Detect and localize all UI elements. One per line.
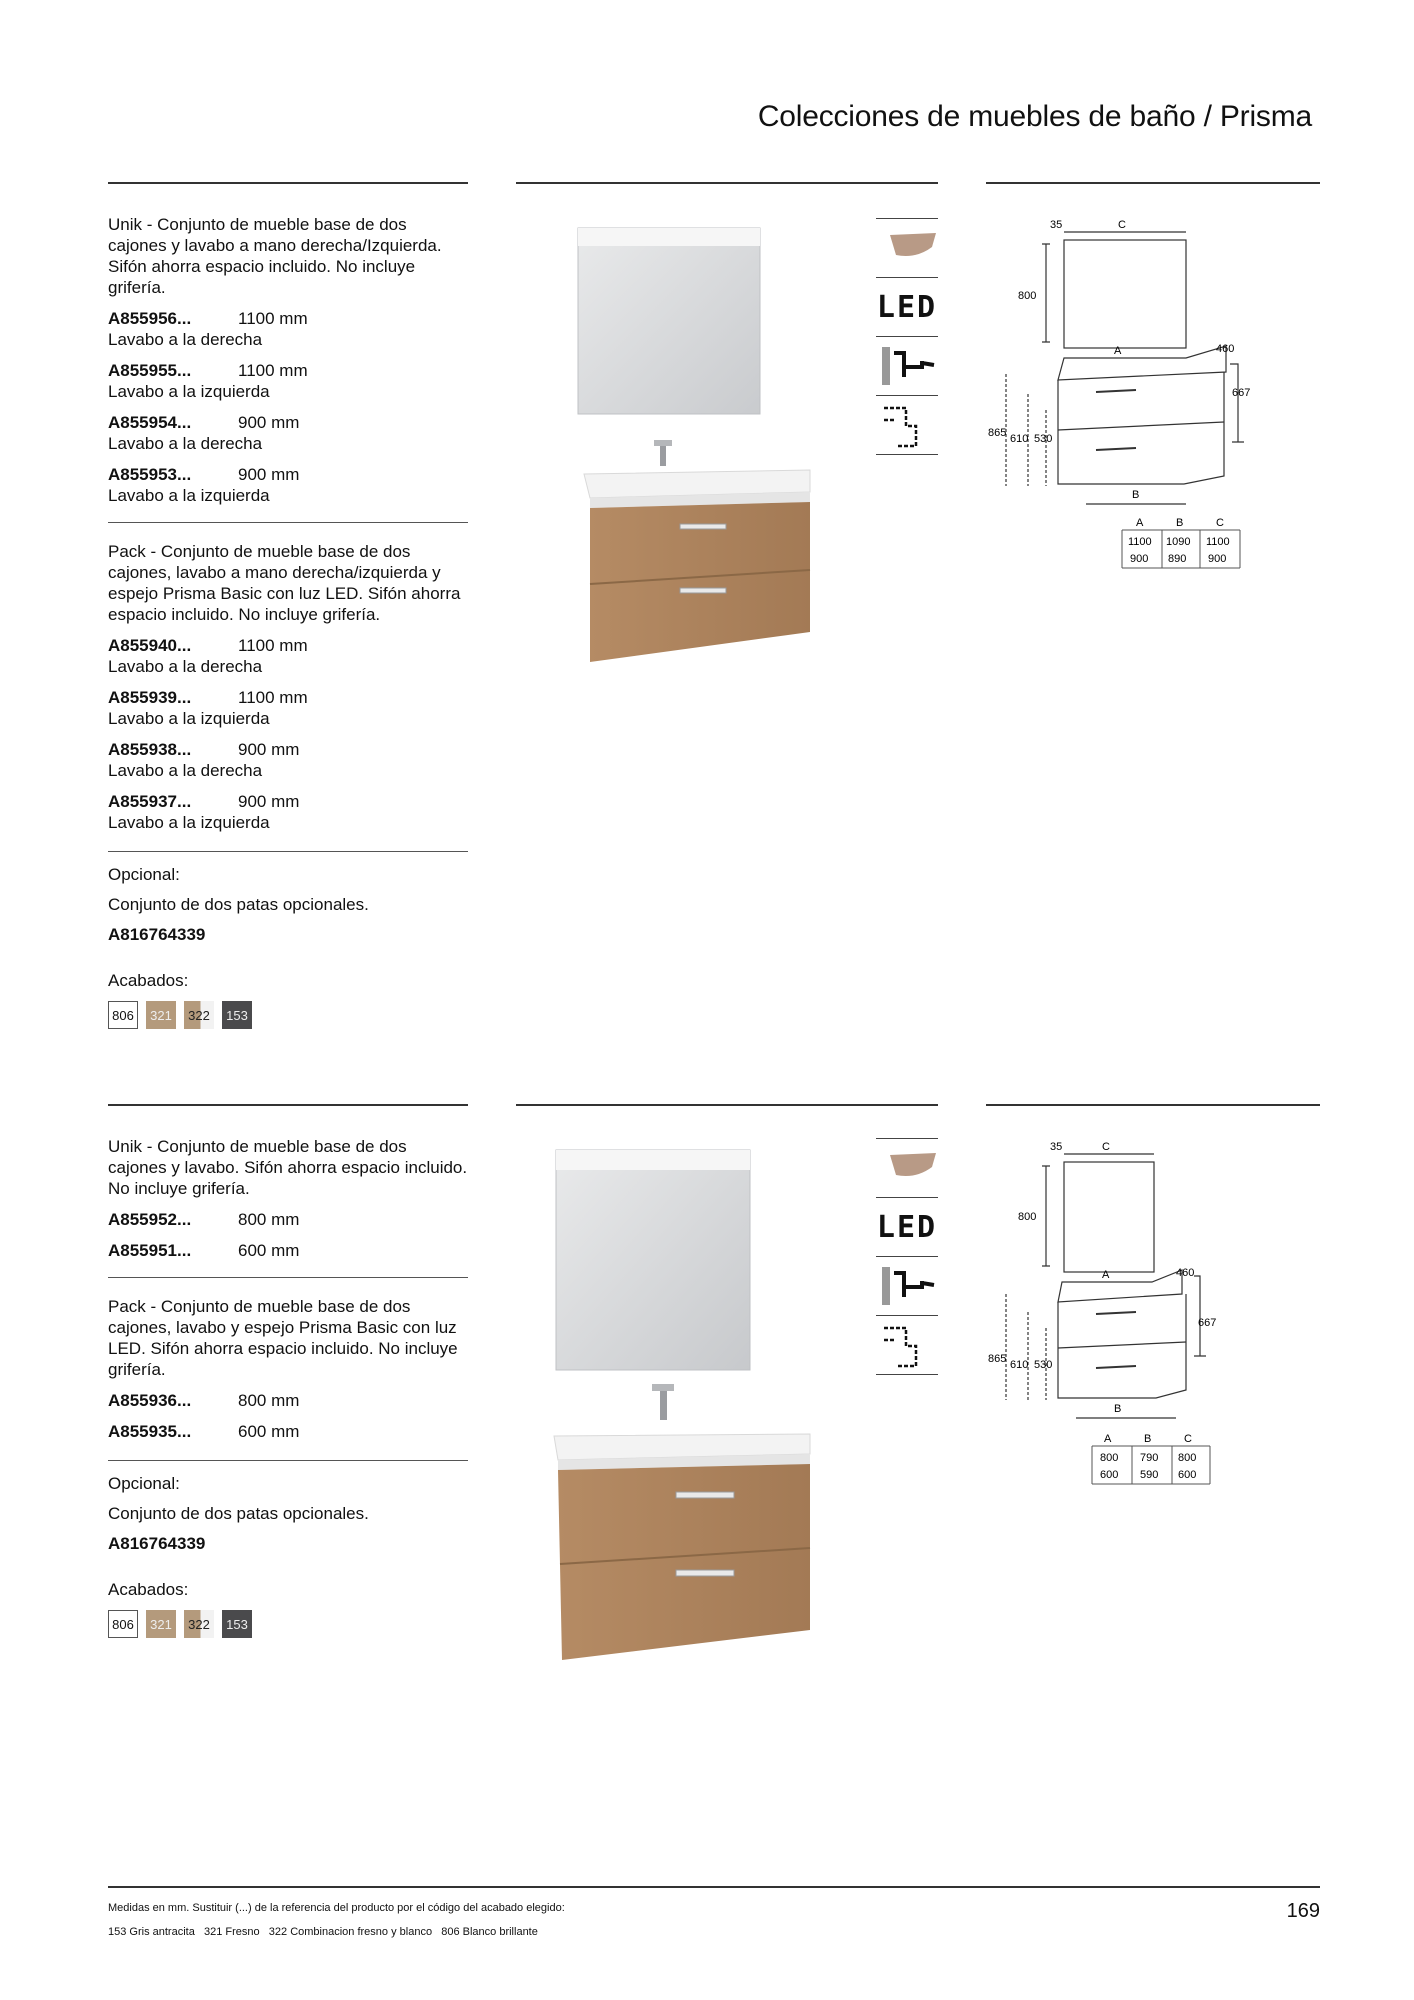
product-note: Lavabo a la izquierda	[108, 382, 270, 401]
code-row	[108, 412, 468, 433]
cabinet-drawer-icon	[876, 1316, 938, 1375]
table-cell: 790	[1140, 1452, 1159, 1464]
feature-icons	[876, 1138, 938, 1375]
table-cell: 1100	[1206, 536, 1230, 548]
product-size: 800 mm	[238, 1391, 300, 1410]
product-size: 600 mm	[238, 1241, 300, 1260]
code-row	[108, 739, 468, 760]
code-row	[108, 791, 468, 812]
table-header: A	[1136, 517, 1144, 529]
section2-rule-right	[986, 1104, 1320, 1106]
product-size: 900 mm	[238, 413, 300, 432]
product-description: Pack - Conjunto de mueble base de dos cajones, lavabo a mano derecha/izquierda y espejo Prisma Basic con luz LED. Sifón ahorra espacio incluido. No incluye grifería.	[108, 542, 461, 624]
code-row	[108, 1209, 468, 1230]
table-cell: 800	[1178, 1452, 1197, 1464]
dim-667: 667	[1232, 387, 1251, 399]
table-cell: 600	[1178, 1469, 1197, 1481]
section1-rule-left	[108, 182, 468, 184]
product-note: Lavabo a la izquierda	[108, 486, 270, 505]
product-size: 600 mm	[238, 1422, 300, 1441]
finish-swatch-153: 153	[222, 1610, 252, 1638]
dim-530: 530	[1034, 1359, 1053, 1371]
table-cell: 900	[1130, 553, 1149, 565]
optional-label: Opcional:	[108, 1474, 180, 1493]
table-cell: 1090	[1166, 536, 1191, 548]
dim-35: 35	[1050, 1141, 1063, 1153]
dimension-drawing	[986, 1136, 1286, 1496]
table-cell: 800	[1100, 1452, 1119, 1464]
finishes-label: Acabados:	[108, 1580, 189, 1599]
dimension-drawing	[986, 214, 1316, 574]
table-cell: 890	[1168, 553, 1187, 565]
product-size: 1100 mm	[238, 688, 308, 707]
product-size: 900 mm	[238, 792, 300, 811]
page-title: Colecciones de muebles de baño / Prisma	[757, 100, 1312, 133]
optional-code: A816764339	[108, 1534, 206, 1553]
dim-460: 460	[1216, 343, 1235, 355]
dim-460: 460	[1176, 1267, 1195, 1279]
siphon-icon	[876, 1257, 938, 1316]
code-row	[108, 1390, 468, 1411]
finish-swatch-806: 806	[108, 1610, 138, 1638]
product-note: Lavabo a la izquierda	[108, 709, 270, 728]
footer-rule	[108, 1886, 1320, 1888]
table-cell: 900	[1208, 553, 1227, 565]
product-code: A855954...	[108, 413, 192, 432]
feature-icons	[876, 218, 938, 455]
code-list	[108, 635, 468, 833]
code-row	[108, 464, 468, 485]
dim-530: 530	[1034, 433, 1053, 445]
siphon-icon	[876, 337, 938, 396]
led-light-icon: LED	[876, 278, 938, 337]
page-number: 169	[1286, 1900, 1320, 1922]
optional-text: Conjunto de dos patas opcionales.	[108, 1504, 369, 1523]
table-cell: 600	[1100, 1469, 1119, 1481]
table-header: C	[1216, 517, 1224, 529]
dim-b: B	[1132, 489, 1140, 501]
product-size: 1100 mm	[238, 636, 308, 655]
dim-a: A	[1102, 1269, 1110, 1281]
dim-800: 800	[1018, 290, 1037, 302]
dim-a: A	[1114, 345, 1122, 357]
code-row	[108, 687, 468, 708]
footer-note: Medidas en mm. Sustituir (...) de la referencia del producto por el código del acabado elegido:	[108, 1902, 565, 1914]
product-code: A855937...	[108, 792, 192, 811]
footer-legend: 153 Gris antracita 321 Fresno 322 Combinacion fresno y blanco 806 Blanco brillante	[108, 1926, 538, 1938]
dim-667: 667	[1198, 1317, 1217, 1329]
section2-rule-left	[108, 1104, 468, 1106]
finish-swatch-321: 321	[146, 1001, 176, 1029]
product-code: A855951...	[108, 1241, 192, 1260]
table-header: B	[1176, 517, 1184, 529]
dim-b: B	[1114, 1403, 1122, 1415]
product-size: 800 mm	[238, 1210, 300, 1229]
product-code: A855956...	[108, 309, 192, 328]
optional-code: A816764339	[108, 925, 206, 944]
dim-c: C	[1102, 1141, 1110, 1153]
product-code: A855953...	[108, 465, 192, 484]
dim-800: 800	[1018, 1211, 1037, 1223]
dim-c: C	[1118, 219, 1126, 231]
product-size: 900 mm	[238, 740, 300, 759]
finish-swatch-322: 322	[184, 1610, 214, 1638]
table-header: A	[1104, 1433, 1112, 1445]
code-row	[108, 308, 468, 329]
section1-rule-right	[986, 182, 1320, 184]
finish-swatch-321: 321	[146, 1610, 176, 1638]
product-code: A855939...	[108, 688, 192, 707]
finish-swatch-153: 153	[222, 1001, 252, 1029]
code-row	[108, 1240, 468, 1261]
finish-swatch-806: 806	[108, 1001, 138, 1029]
washbasin-icon	[876, 1138, 938, 1198]
code-row	[108, 360, 468, 381]
table-header: C	[1184, 1433, 1192, 1445]
product-size: 900 mm	[238, 465, 300, 484]
product-size: 1100 mm	[238, 361, 308, 380]
product-image-vanity-mirror	[548, 1146, 828, 1676]
product-note: Lavabo a la derecha	[108, 657, 263, 676]
finish-swatch-322: 322	[184, 1001, 214, 1029]
product-code: A855952...	[108, 1210, 192, 1229]
divider	[108, 522, 468, 523]
section2-specs	[108, 1136, 468, 1638]
product-description: Unik - Conjunto de mueble base de dos cajones y lavabo. Sifón ahorra espacio incluido. No incluye grifería.	[108, 1137, 468, 1198]
product-code: A855938...	[108, 740, 192, 759]
product-description: Pack - Conjunto de mueble base de dos cajones, lavabo y espejo Prisma Basic con luz LED. Sifón ahorra espacio incluido. No incluye grifería.	[108, 1297, 458, 1379]
product-note: Lavabo a la derecha	[108, 761, 263, 780]
dim-35: 35	[1050, 219, 1063, 231]
optional-text: Conjunto de dos patas opcionales.	[108, 895, 369, 914]
dim-865: 865	[988, 427, 1007, 439]
table-header: B	[1144, 1433, 1152, 1445]
finish-swatches	[108, 1001, 468, 1029]
product-note: Lavabo a la derecha	[108, 434, 263, 453]
table-cell: 1100	[1128, 536, 1152, 548]
product-description: Unik - Conjunto de mueble base de dos cajones y lavabo a mano derecha/Izquierda. Sifón ahorra espacio incluido. No incluye grifería.	[108, 215, 442, 297]
table-cell: 590	[1140, 1469, 1159, 1481]
led-light-icon: LED	[876, 1198, 938, 1257]
product-size: 1100 mm	[238, 309, 308, 328]
code-row	[108, 635, 468, 656]
product-code: A855935...	[108, 1422, 192, 1441]
section1-specs	[108, 214, 468, 1029]
dim-610: 610	[1010, 1359, 1029, 1371]
product-image-vanity-mirror	[570, 222, 830, 672]
product-code: A855940...	[108, 636, 192, 655]
product-code: A855936...	[108, 1391, 192, 1410]
product-note: Lavabo a la derecha	[108, 330, 263, 349]
divider	[108, 1277, 468, 1278]
divider	[108, 851, 468, 852]
code-list	[108, 308, 468, 506]
dim-610: 610	[1010, 433, 1029, 445]
product-note: Lavabo a la izquierda	[108, 813, 270, 832]
product-code: A855955...	[108, 361, 192, 380]
finishes-label: Acabados:	[108, 971, 189, 990]
divider	[108, 1460, 468, 1461]
section2-rule-mid	[516, 1104, 938, 1106]
washbasin-icon	[876, 218, 938, 278]
dim-865: 865	[988, 1353, 1007, 1365]
cabinet-drawer-icon	[876, 396, 938, 455]
finish-swatches	[108, 1610, 468, 1638]
optional-label: Opcional:	[108, 865, 180, 884]
code-row	[108, 1421, 468, 1442]
section1-rule-mid	[516, 182, 938, 184]
